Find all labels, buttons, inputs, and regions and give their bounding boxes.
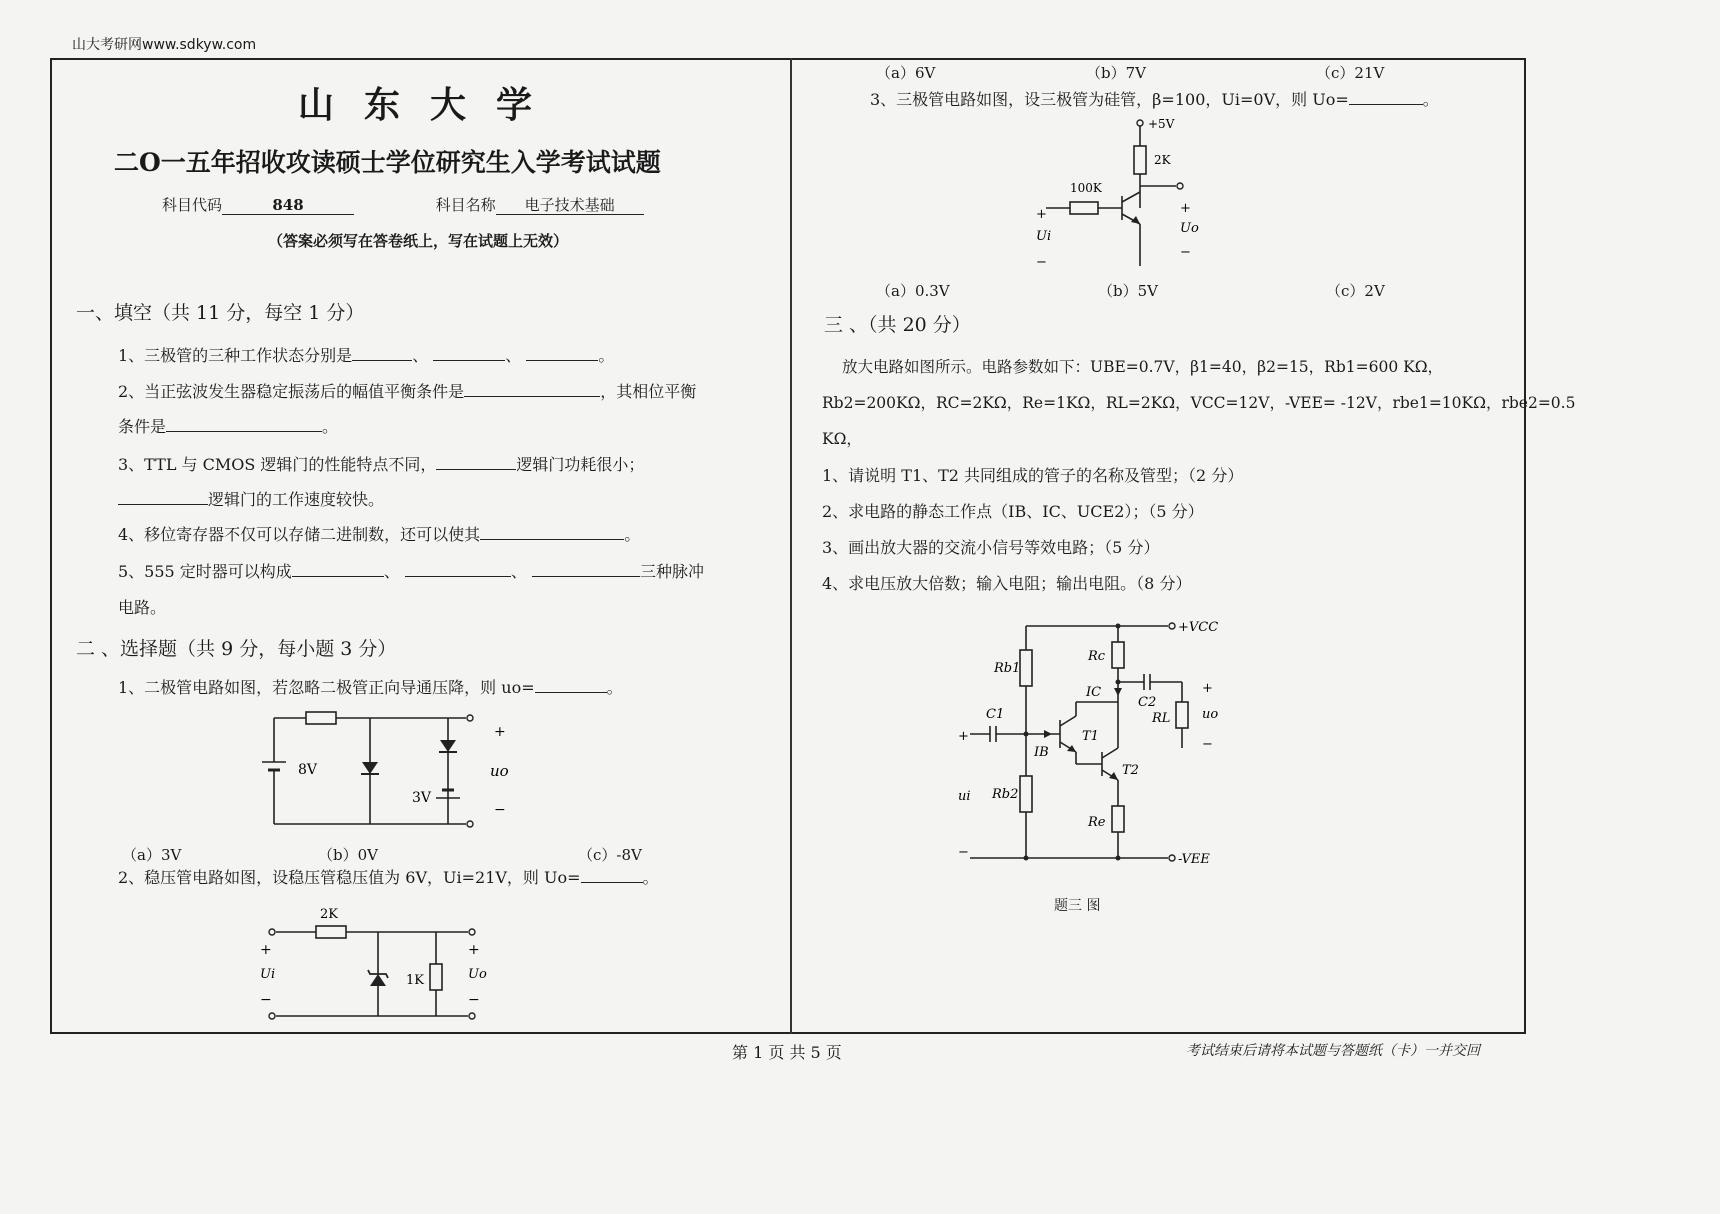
fig2-2k-label: 2K	[320, 907, 338, 922]
fig4-c1-label: C1	[986, 707, 1005, 722]
fig2-ui-label: Ui	[260, 967, 276, 982]
q2-2	[118, 868, 659, 887]
fig1-3v-label: 3V	[412, 790, 432, 806]
site-watermark: 山大考研网www.sdkyw.com	[72, 37, 257, 53]
blank	[433, 360, 505, 361]
q2-1-option-b: （b）0V	[318, 846, 378, 864]
fig3-out-plus: +	[1180, 201, 1191, 216]
q1-3-text-b: 逻辑门功耗很小；	[516, 455, 645, 474]
q1-1-sep: 、	[505, 346, 522, 365]
q1-1-sep: 、	[412, 346, 429, 365]
q1-4-end: 。	[624, 525, 641, 544]
section-3-item-4: 4、求电压放大倍数；输入电阻；输出电阻。（8 分）	[822, 574, 1192, 593]
left-column	[52, 60, 788, 1028]
q1-2	[118, 382, 696, 401]
fig3-uo-label: Uo	[1180, 221, 1199, 236]
q1-2-text-c: 条件是	[118, 417, 167, 436]
q2-2-option-b: （b）7V	[1086, 64, 1146, 82]
subject-name-label: 科目名称	[435, 196, 496, 214]
q2-3-option-a: （a）0.3V	[876, 282, 950, 300]
fig3-in-plus: +	[1036, 207, 1047, 222]
q1-1-end: 。	[598, 346, 615, 365]
university-name: 山东大学	[298, 84, 563, 126]
q1-5-cont: 电路。	[118, 598, 167, 617]
q2-1-option-c: （c）-8V	[578, 846, 642, 864]
right-column	[796, 60, 1576, 1028]
q2-2-text: 2、稳压管电路如图，设稳压管稳压值为 6V，Ui=21V，则 Uo=	[118, 868, 581, 887]
fig2-in-plus: +	[260, 942, 272, 958]
subject-code-label: 科目代码	[162, 196, 223, 214]
column-divider	[790, 58, 792, 1034]
q1-5	[118, 562, 704, 581]
q1-3-text: 3、TTL 与 CMOS 逻辑门的性能特点不同，	[118, 455, 437, 474]
fig4-ib-label: IB	[1034, 745, 1049, 760]
q1-3	[118, 455, 644, 474]
section-3-paragraph-1: 放大电路如图所示。电路参数如下：UBE=0.7V，β1=40，β2=15，Rb1=600 KΩ，	[842, 358, 1444, 376]
q1-5-text-d: 三种脉冲	[640, 562, 705, 581]
blank	[292, 576, 384, 577]
fig4-re-label: Re	[1088, 815, 1106, 830]
section-3-paragraph-2: Rb2=200KΩ，RC=2KΩ，Re=1KΩ，RL=2KΩ，VCC=12V，-VEE= -12V，rbe1=10KΩ，rbe2=0.5	[822, 394, 1576, 412]
fig3-vcc-label: +5V	[1148, 117, 1175, 131]
fig4-rl-label: RL	[1152, 711, 1171, 726]
fig4-uo-label: uo	[1202, 707, 1219, 722]
q1-5-sep: 、	[510, 562, 527, 581]
q2-3-text: 3、三极管电路如图，设三极管为硅管，β=100，Ui=0V，则 Uo=	[870, 90, 1349, 109]
subject-code-value: 848	[222, 196, 354, 215]
q1-4	[118, 525, 640, 544]
fig4-in-plus: +	[958, 729, 969, 744]
fig3-rb-label: 100K	[1070, 181, 1102, 195]
answer-notice: （答案必须写在答卷纸上，写在试题上无效）	[268, 232, 569, 250]
q2-1-option-a: （a）3V	[122, 846, 182, 864]
blank	[535, 692, 607, 693]
blank	[1349, 104, 1423, 105]
q2-3-option-c: （c）2V	[1326, 282, 1385, 300]
blank	[532, 576, 640, 577]
fig1-minus: −	[494, 802, 506, 818]
subject-name-value: 电子技术基础	[496, 196, 644, 215]
fig1-plus: +	[494, 724, 506, 740]
blank	[480, 539, 624, 540]
section-2-title: 二 、选择题（共 9 分，每小题 3 分）	[76, 638, 397, 660]
q1-2-cont	[118, 417, 338, 436]
subject-line	[162, 196, 644, 215]
fig4-rb2-label: Rb2	[992, 787, 1019, 802]
section-1-title: 一、填空（共 11 分，每空 1 分）	[76, 302, 365, 324]
blank	[118, 504, 208, 505]
fig3-out-minus: −	[1180, 245, 1191, 260]
fig4-in-minus: −	[958, 845, 969, 860]
fig1-8v-label: 8V	[298, 762, 318, 778]
q1-1	[118, 346, 614, 365]
section-3-title: 三 、（共 20 分）	[824, 314, 971, 336]
blank	[352, 360, 412, 361]
q2-2-option-a: （a）6V	[876, 64, 936, 82]
fig1-uo-label: uo	[490, 762, 509, 780]
q1-4-text: 4、移位寄存器不仅可以存储二进制数，还可以使其	[118, 525, 481, 544]
fig4-rc-label: Rc	[1088, 649, 1106, 664]
q2-2-option-c: （c）21V	[1316, 64, 1385, 82]
section-3-item-3: 3、画出放大器的交流小信号等效电路；（5 分）	[822, 538, 1160, 557]
exam-title: 二O一五年招收攻读硕士学位研究生入学考试试题	[114, 148, 661, 177]
figure-3-caption: 题三 图	[1054, 898, 1101, 914]
q1-3-text-c: 逻辑门的工作速度较快。	[208, 490, 385, 509]
fig3-in-minus: −	[1036, 255, 1047, 270]
q2-1-text: 1、二极管电路如图，若忽略二极管正向导通压降，则 uo=	[118, 678, 535, 697]
q1-2-text: 2、当正弦波发生器稳定振荡后的幅值平衡条件是	[118, 382, 465, 401]
q1-5-text: 5、555 定时器可以构成	[118, 562, 292, 581]
section-3-item-2: 2、求电路的静态工作点（IB、IC、UCE2）；（5 分）	[822, 502, 1204, 521]
blank	[464, 396, 600, 397]
fig4-ic-label: IC	[1086, 685, 1102, 700]
fig2-uo-label: Uo	[468, 967, 487, 982]
section-3-item-1: 1、请说明 T1、T2 共同组成的管子的名称及管型；（2 分）	[822, 466, 1244, 485]
page-number: 第 1 页 共 5 页	[732, 1043, 842, 1062]
q1-1-text: 1、三极管的三种工作状态分别是	[118, 346, 353, 365]
blank	[526, 360, 598, 361]
fig4-vcc-label: +VCC	[1178, 620, 1219, 635]
q2-1	[118, 678, 623, 697]
fig4-t1-label: T1	[1082, 729, 1099, 744]
fig3-ui-label: Ui	[1036, 229, 1052, 244]
fig2-out-plus: +	[468, 942, 480, 958]
fig4-vee-label: -VEE	[1178, 852, 1210, 867]
q2-3-option-b: （b）5V	[1098, 282, 1158, 300]
fig4-out-plus: +	[1202, 681, 1213, 696]
fig4-c2-label: C2	[1138, 695, 1157, 710]
q2-3	[870, 90, 1439, 109]
fig4-ui-label: ui	[958, 789, 971, 804]
q2-3-end: 。	[1422, 90, 1439, 109]
fig3-rc-label: 2K	[1154, 153, 1171, 167]
q1-2-end: 。	[322, 417, 339, 436]
blank	[436, 469, 516, 470]
submission-note: 考试结束后请将本试题与答题纸（卡）一并交回	[1186, 1043, 1480, 1059]
darlington-amplifier-figure	[942, 606, 1242, 886]
q2-2-end: 。	[642, 868, 659, 887]
section-3-paragraph-3: KΩ，	[822, 430, 862, 448]
transistor-circuit-figure	[1030, 114, 1230, 274]
q1-5-sep: 、	[383, 562, 400, 581]
blank	[166, 431, 322, 432]
fig2-1k-label: 1K	[406, 973, 424, 988]
fig2-out-minus: −	[468, 992, 480, 1008]
fig4-out-minus: −	[1202, 737, 1213, 752]
zener-circuit-figure	[256, 898, 496, 1024]
q1-3-cont	[118, 490, 384, 509]
fig4-t2-label: T2	[1122, 763, 1139, 778]
blank	[405, 576, 511, 577]
fig4-rb1-label: Rb1	[994, 661, 1021, 676]
blank	[581, 882, 643, 883]
diode-circuit-figure	[258, 706, 528, 836]
q1-2-text-b: ，其相位平衡	[600, 382, 697, 401]
fig2-in-minus: −	[260, 992, 272, 1008]
q2-1-end: 。	[606, 678, 623, 697]
